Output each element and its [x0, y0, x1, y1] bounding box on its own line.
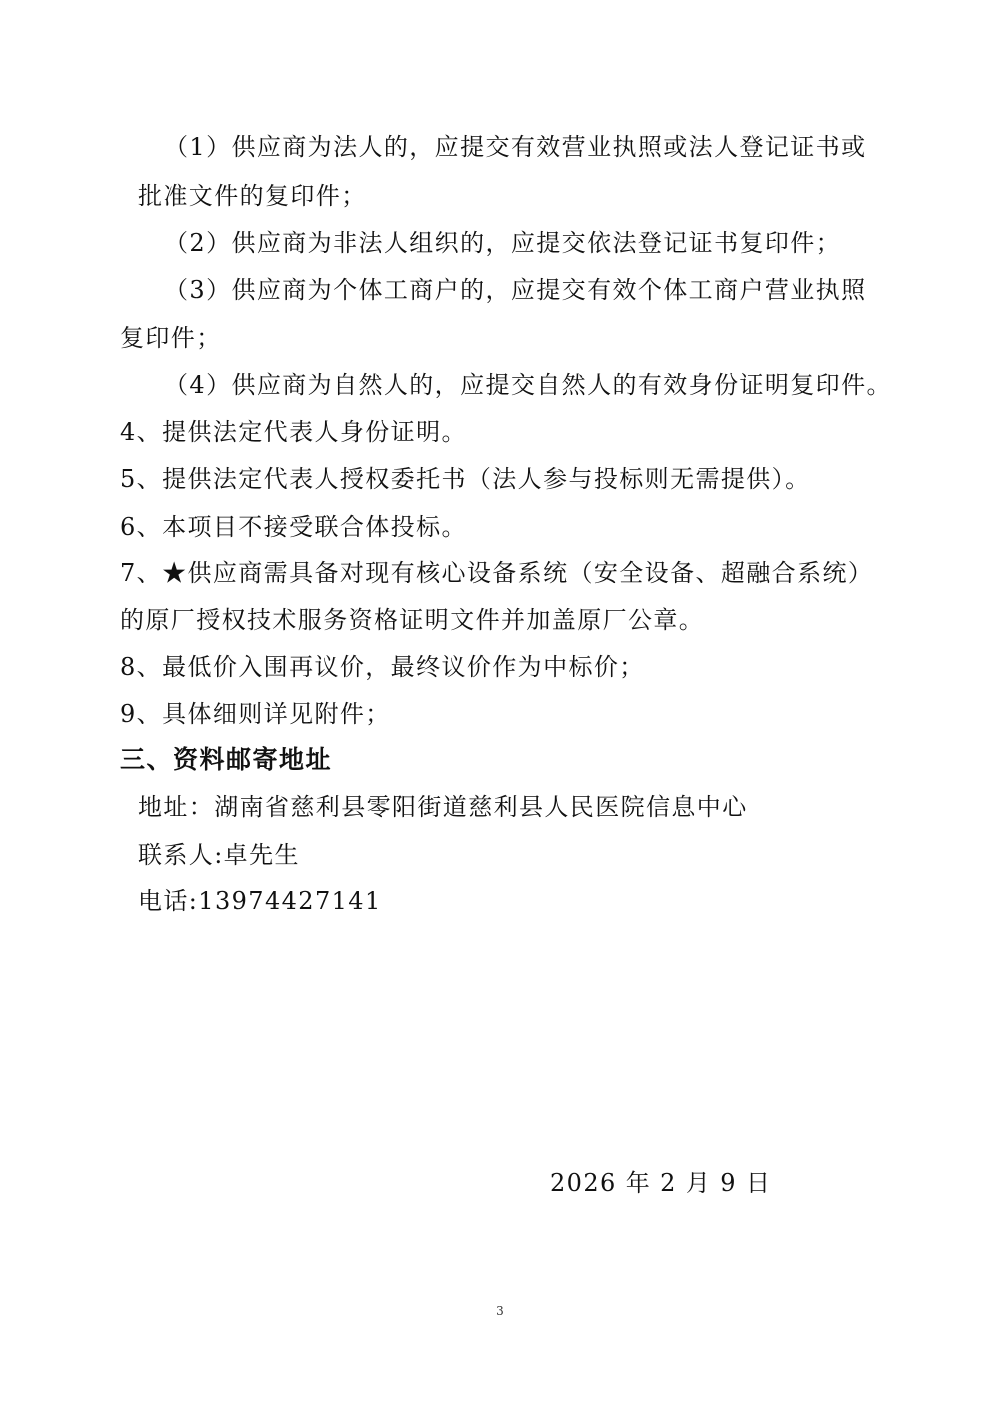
- item-7-line-2: 的原厂授权技术服务资格证明文件并加盖原厂公章。: [120, 606, 705, 634]
- item-6: 6、本项目不接受联合体投标。: [120, 513, 467, 541]
- section-3-heading: 三、资料邮寄地址: [120, 745, 333, 774]
- item-8: 8、最低价入围再议价，最终议价作为中标价；: [120, 653, 645, 681]
- requirement-3-line-1: （3）供应商为个体工商户的，应提交有效个体工商户营业执照: [164, 276, 867, 304]
- requirement-1-line-1: （1）供应商为法人的，应提交有效营业执照或法人登记证书或: [164, 133, 867, 161]
- requirement-1-line-2: 批准文件的复印件；: [138, 182, 367, 210]
- item-5: 5、提供法定代表人授权委托书（法人参与投标则无需提供）。: [120, 465, 811, 493]
- item-4: 4、提供法定代表人身份证明。: [120, 418, 467, 446]
- item-7-line-1: 7、★供应商需具备对现有核心设备系统（安全设备、超融合系统）: [120, 559, 874, 587]
- item-9: 9、具体细则详见附件；: [120, 700, 391, 728]
- mailing-address: 地址：湖南省慈利县零阳街道慈利县人民医院信息中心: [138, 793, 748, 821]
- document-date: 2026 年 2 月 9 日: [550, 1169, 772, 1197]
- page-number: 3: [496, 1304, 504, 1318]
- contact-person: 联系人:卓先生: [138, 841, 300, 869]
- requirement-2: （2）供应商为非法人组织的，应提交依法登记证书复印件；: [164, 229, 842, 257]
- requirement-3-line-2: 复印件；: [120, 324, 222, 352]
- requirement-4: （4）供应商为自然人的，应提交自然人的有效身份证明复印件。: [164, 371, 892, 399]
- phone-number: 电话:13974427141: [138, 887, 382, 915]
